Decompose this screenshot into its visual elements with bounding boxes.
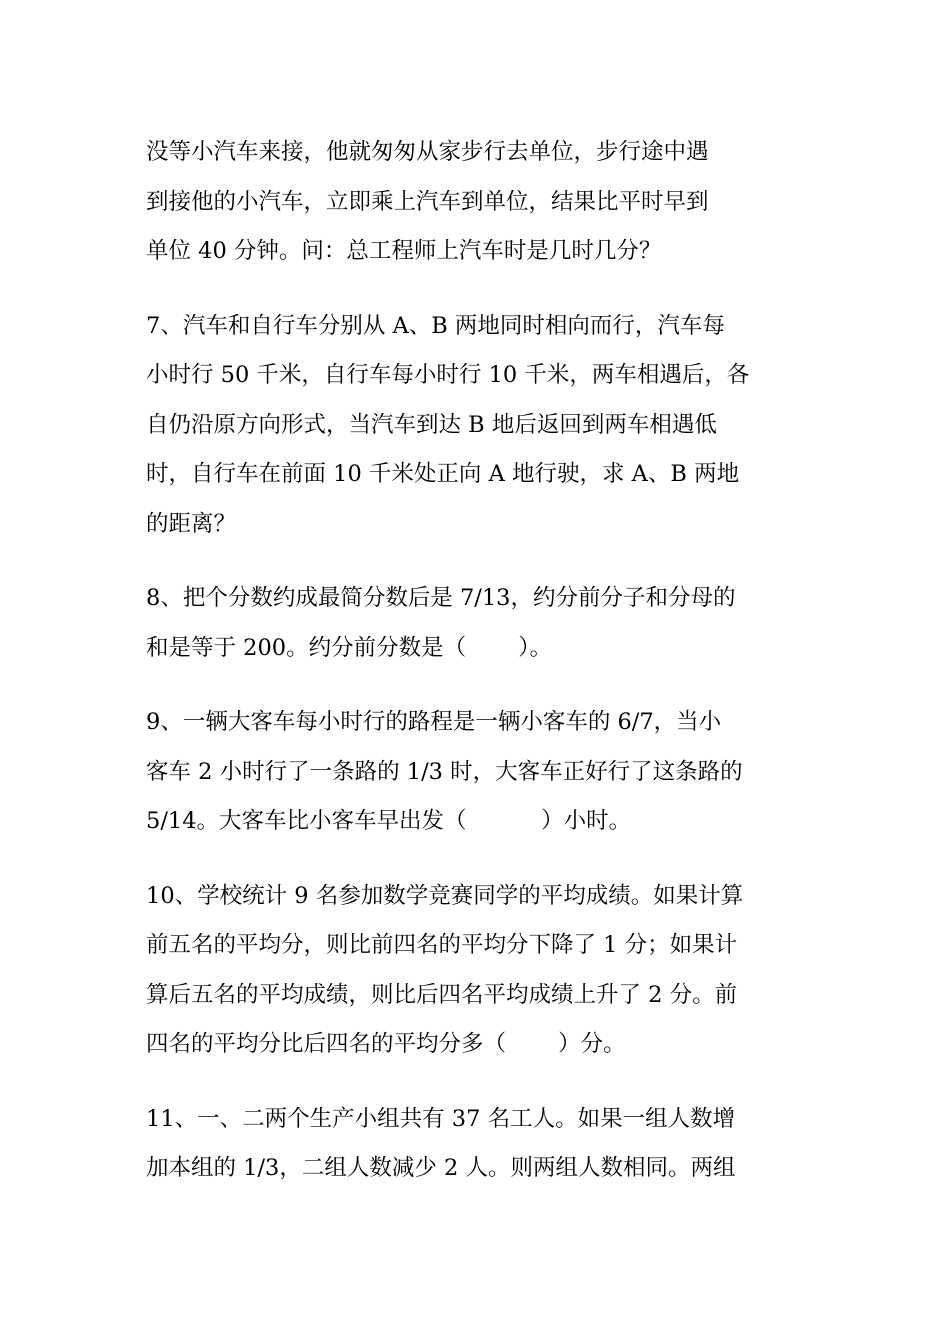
text-line: 11、一、二两个生产小组共有 37 名工人。如果一组人数增 bbox=[146, 1105, 736, 1132]
paragraph-gap bbox=[146, 277, 810, 302]
text-line: 8、把个分数约成最简分数后是 7/13，约分前分子和分母的 bbox=[146, 585, 736, 611]
paragraph-gap bbox=[146, 549, 810, 574]
text-line: 到接他的小汽车，立即乘上汽车到单位，结果比平时早到 bbox=[146, 188, 709, 215]
paragraph-gap bbox=[146, 847, 810, 872]
text-line: 自仍沿原方向形式，当汽车到达 B 地后返回到两车相遇低 bbox=[146, 411, 717, 438]
text-line: 加本组的 1/3，二组人数减少 2 人。则两组人数相同。两组 bbox=[146, 1155, 736, 1181]
text-line: 客车 2 小时行了一条路的 1/3 时，大客车正好行了这条路的 bbox=[146, 758, 743, 785]
document-body bbox=[146, 128, 810, 1194]
text-line: 5/14。大客车比小客车早出发（ ）小时。 bbox=[146, 808, 632, 834]
problem-8 bbox=[146, 574, 810, 673]
problem-10 bbox=[146, 872, 810, 1070]
problem-6-continued bbox=[146, 128, 810, 277]
problem-9 bbox=[146, 698, 810, 847]
text-line: 7、汽车和自行车分别从 A、B 两地同时相向而行，汽车每 bbox=[146, 312, 725, 339]
text-line: 时，自行车在前面 10 千米处正向 A 地行驶，求 A、B 两地 bbox=[146, 461, 740, 487]
text-line: 10、学校统计 9 名参加数学竞赛同学的平均成绩。如果计算 bbox=[146, 882, 744, 909]
text-line: 没等小汽车来接，他就匆匆从家步行去单位，步行途中遇 bbox=[146, 139, 709, 165]
text-line: 9、一辆大客车每小时行的路程是一辆小客车的 6/7，当小 bbox=[146, 709, 722, 735]
text-line: 单位 40 分钟。问：总工程师上汽车时是几时几分？ bbox=[146, 238, 662, 264]
text-line: 算后五名的平均成绩，则比后四名平均成绩上升了 2 分。前 bbox=[146, 981, 738, 1008]
problem-11 bbox=[146, 1095, 810, 1194]
paragraph-gap bbox=[146, 673, 810, 698]
text-line: 前五名的平均分，则比前四名的平均分下降了 1 分；如果计 bbox=[146, 932, 738, 958]
problem-7 bbox=[146, 302, 810, 550]
text-line: 小时行 50 千米，自行车每小时行 10 千米，两车相遇后，各 bbox=[146, 362, 750, 388]
text-line: 的距离？ bbox=[146, 510, 237, 537]
paragraph-gap bbox=[146, 1070, 810, 1095]
text-line: 四名的平均分比后四名的平均分多（ ）分。 bbox=[146, 1031, 626, 1057]
text-line: 和是等于 200。约分前分数是（ ）。 bbox=[146, 634, 553, 661]
